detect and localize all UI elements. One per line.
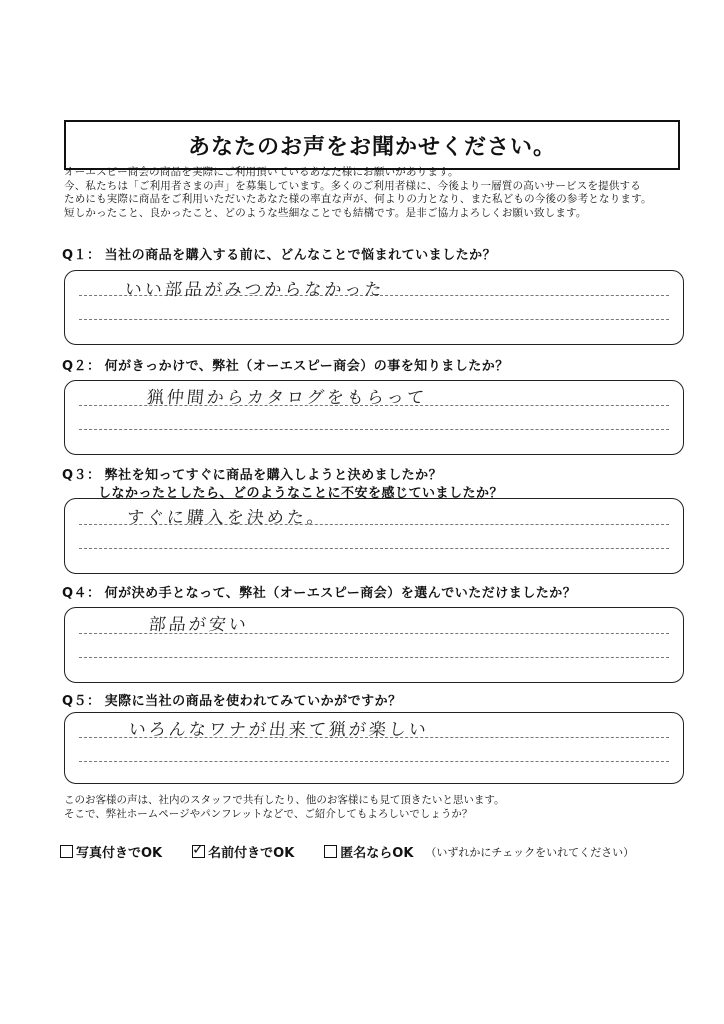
intro-line: ためにも実際に商品をご利用いただいたあなた様の率直な声が、何よりの力となり、また私どもの今後の参考となります。 [64,193,652,206]
title-box [64,120,680,170]
answer-text: 部品が安い [147,615,250,635]
intro-line: 短しかったこと、良かったこと、どのような些細なことでも結構です。是非ご協力よろしくお願い致します。 [64,206,587,219]
option-label: 写真付きでOK [76,846,163,861]
footer-line: このお客様の声は、社内のスタッフで共有したり、他のお客様にも見て頂きたいと思います。 [64,794,505,806]
option-anonymous[interactable] [324,842,413,861]
option-name[interactable] [192,842,294,861]
option-label: 名前付きでOK [208,846,295,861]
option-photo[interactable] [60,842,162,861]
answer-box-3[interactable] [64,498,684,574]
question-text: 当社の商品を購入する前に、どんなことで悩まれていましたか？ [104,248,497,263]
question-text: しなかったとしたら、どのようなことに不安を感じていましたか？ [98,486,504,501]
option-label: 匿名ならOK [340,846,414,861]
check-mark-icon: ✓ [192,842,204,858]
question-1 [62,244,496,263]
question-number: Q２： [62,359,101,374]
checkbox-name[interactable] [192,842,205,858]
answer-box-1[interactable] [64,270,684,345]
intro-text [64,166,694,220]
options-note: （いずれかにチェックをいれてください） [425,845,635,859]
intro-line: 今、私たちは「ご利用者さまの声」を募集しています。多くのご利用者様に、今後より一層質の高いサービスを提供する [64,179,641,192]
answer-box-2[interactable] [64,380,684,455]
question-number: Q１： [62,248,101,263]
question-text: 実際に当社の商品を使われてみていかがですか？ [104,694,402,709]
question-4 [62,582,576,601]
answer-text: いい部品がみつからなかった [123,280,386,300]
checkbox-photo[interactable] [60,845,73,858]
question-number: Q４： [62,586,101,601]
question-text: 何がきっかけで、弊社（オーエスピー商会）の事を知りましたか？ [104,359,509,374]
answer-box-4[interactable] [64,607,684,683]
question-5 [62,690,402,709]
consent-options [60,842,700,861]
answer-text: 猟仲間からカタログをもらって [145,388,428,408]
answer-text: いろんなワナが出来て猟が楽しい [127,720,430,740]
checkbox-anonymous[interactable] [324,845,337,858]
question-number: Q３： [62,468,101,483]
footer-text [64,794,504,821]
answer-box-5[interactable] [64,712,684,784]
question-number: Q５： [62,694,101,709]
question-3 [62,464,442,483]
question-text: 何が決め手となって、弊社（オーエスピー商会）を選んでいただけましたか？ [104,586,577,601]
question-2 [62,355,509,374]
question-text: 弊社を知ってすぐに商品を購入しようと決めましたか？ [104,468,443,483]
footer-line: そこで、弊社ホームページやパンフレットなどで、ご紹介してもよろしいでしょうか？ [64,807,473,820]
intro-line: オーエスピー商会の商品を実際にご利用頂いているあなた様にお願いがあります。 [64,166,459,178]
page-title: あなたのお声をお聞かせください。 [187,134,556,160]
answer-text: すぐに購入を決めた。 [125,508,328,528]
